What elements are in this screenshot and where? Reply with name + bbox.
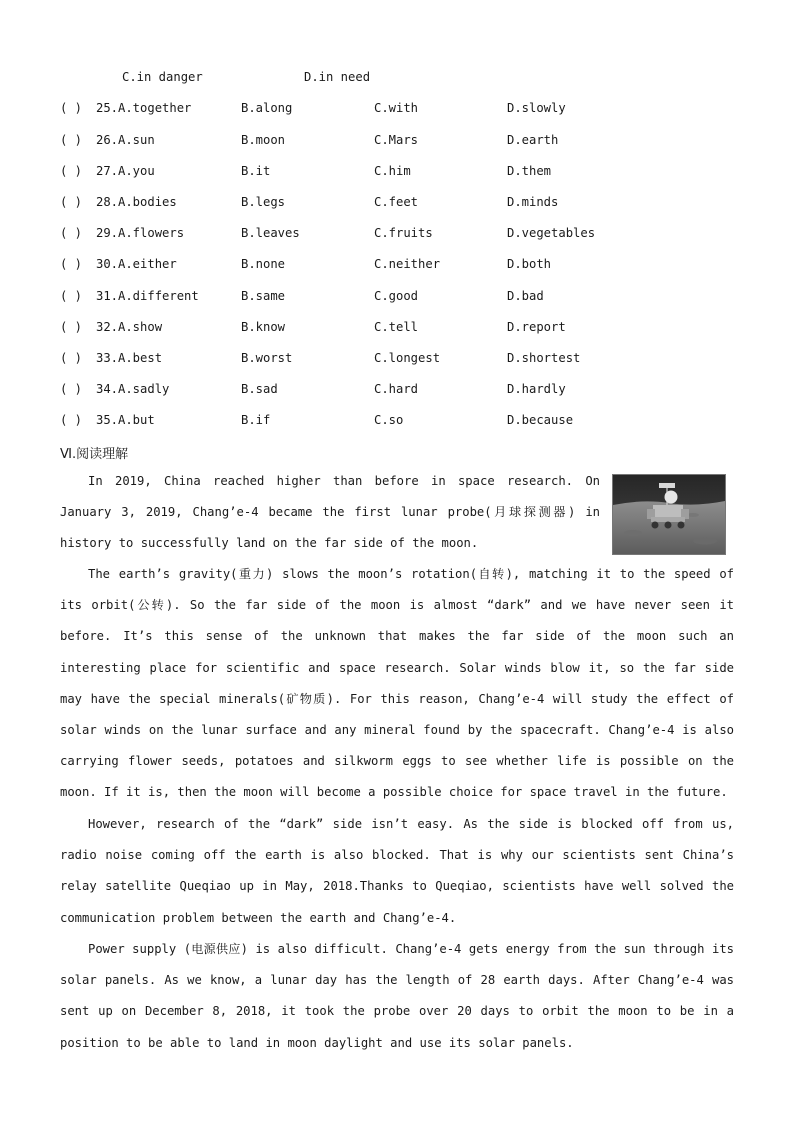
q24-option-d: D.in need bbox=[304, 70, 371, 84]
option-a: 27.A.you bbox=[96, 164, 155, 178]
option-a: 29.A.flowers bbox=[96, 226, 185, 240]
option-c: C.longest bbox=[374, 351, 441, 365]
option-c: C.him bbox=[374, 164, 411, 178]
option-b: B.it bbox=[241, 164, 271, 178]
option-b: B.none bbox=[241, 257, 286, 271]
option-c: C.neither bbox=[374, 257, 441, 271]
option-a: 32.A.show bbox=[96, 320, 163, 334]
passage-paragraph-4: Power supply (电源供应) is also difficult. Chang’e-4 gets energy from the sun through its solar panels. As we know, a lunar day has the length of 28 earth days. After Chang’e-4 was sent up on December 8, 2018, it took the probe over 20 days to orbit the moon to be in a position to be able to land in moon daylight and use its solar panels. bbox=[60, 942, 734, 1050]
option-c: C.good bbox=[374, 289, 419, 303]
answer-blank[interactable]: ( ) bbox=[60, 101, 83, 115]
question-row bbox=[0, 226, 794, 246]
option-a: 26.A.sun bbox=[96, 133, 155, 147]
option-b: B.moon bbox=[241, 133, 286, 147]
option-b: B.if bbox=[241, 413, 271, 427]
answer-blank[interactable]: ( ) bbox=[60, 382, 83, 396]
option-d: D.minds bbox=[507, 195, 559, 209]
section-title: Ⅵ.阅读理解 bbox=[60, 447, 129, 462]
question-row bbox=[0, 195, 794, 215]
option-b: B.sad bbox=[241, 382, 278, 396]
option-b: B.worst bbox=[241, 351, 293, 365]
option-d: D.slowly bbox=[507, 101, 566, 115]
option-c: C.hard bbox=[374, 382, 419, 396]
option-c: C.so bbox=[374, 413, 404, 427]
option-d: D.both bbox=[507, 257, 552, 271]
answer-blank[interactable]: ( ) bbox=[60, 351, 83, 365]
option-c: C.Mars bbox=[374, 133, 419, 147]
option-a: 33.A.best bbox=[96, 351, 163, 365]
option-d: D.them bbox=[507, 164, 552, 178]
answer-blank[interactable]: ( ) bbox=[60, 164, 83, 178]
option-b: B.know bbox=[241, 320, 286, 334]
question-row bbox=[0, 289, 794, 309]
passage-paragraph-3: However, research of the “dark” side isn’t easy. As the side is blocked off from us, radio noise coming off the earth is also blocked. That is why our scientists sent China’s relay satellite Queqiao up in May, 2018.Thanks to Queqiao, scientists have well solved the communication problem between the earth and Chang’e-4. bbox=[60, 817, 734, 925]
passage-paragraph-1: In 2019, China reached higher than before in space research. On January 3, 2019, Chang’e-4 became the first lunar probe(月球探测器) in history to successfully land on the far side of the moon. bbox=[60, 474, 600, 551]
option-a: 28.A.bodies bbox=[96, 195, 177, 209]
option-b: B.legs bbox=[241, 195, 286, 209]
option-a: 34.A.sadly bbox=[96, 382, 170, 396]
question-row bbox=[0, 382, 794, 402]
option-c: C.feet bbox=[374, 195, 419, 209]
answer-blank[interactable]: ( ) bbox=[60, 413, 83, 427]
answer-blank[interactable]: ( ) bbox=[60, 195, 83, 209]
option-c: C.tell bbox=[374, 320, 419, 334]
passage-paragraph-2: The earth’s gravity(重力) slows the moon’s rotation(自转), matching it to the speed of its orbit(公转). So the far side of the moon is almost “dark” and we have never seen it before. It’s this sense of the unknown that makes the far side of the moon such an interesting place for scientific and space research. Solar winds blow it, so the far side may have the special minerals(矿物质). For this reason, Chang’e-4 will study the effect of solar winds on the lunar surface and any mineral found by the spacecraft. Chang’e-4 is also carrying flower seeds, potatoes and silkworm eggs to see whether life is possible on the moon. If it is, then the moon will become a possible choice for space travel in the future. bbox=[60, 567, 734, 800]
question-row bbox=[0, 351, 794, 371]
question-row bbox=[0, 101, 794, 121]
option-d: D.bad bbox=[507, 289, 544, 303]
question-row bbox=[0, 257, 794, 277]
option-a: 35.A.but bbox=[96, 413, 155, 427]
answer-blank[interactable]: ( ) bbox=[60, 289, 83, 303]
answer-blank[interactable]: ( ) bbox=[60, 320, 83, 334]
option-a: 31.A.different bbox=[96, 289, 199, 303]
question-row bbox=[0, 133, 794, 153]
option-a: 30.A.either bbox=[96, 257, 177, 271]
option-d: D.shortest bbox=[507, 351, 581, 365]
question-row bbox=[0, 320, 794, 340]
option-c: C.fruits bbox=[374, 226, 433, 240]
option-d: D.hardly bbox=[507, 382, 566, 396]
option-a: 25.A.together bbox=[96, 101, 192, 115]
option-d: D.because bbox=[507, 413, 574, 427]
answer-blank[interactable]: ( ) bbox=[60, 257, 83, 271]
answer-blank[interactable]: ( ) bbox=[60, 226, 83, 240]
option-b: B.along bbox=[241, 101, 293, 115]
option-b: B.same bbox=[241, 289, 286, 303]
option-b: B.leaves bbox=[241, 226, 300, 240]
option-c: C.with bbox=[374, 101, 419, 115]
option-d: D.vegetables bbox=[507, 226, 596, 240]
option-d: D.earth bbox=[507, 133, 559, 147]
option-d: D.report bbox=[507, 320, 566, 334]
lunar-rover-image bbox=[612, 474, 726, 555]
q24-option-c: C.in danger bbox=[122, 70, 203, 84]
answer-blank[interactable]: ( ) bbox=[60, 133, 83, 147]
question-row bbox=[0, 164, 794, 184]
question-row bbox=[0, 413, 794, 433]
